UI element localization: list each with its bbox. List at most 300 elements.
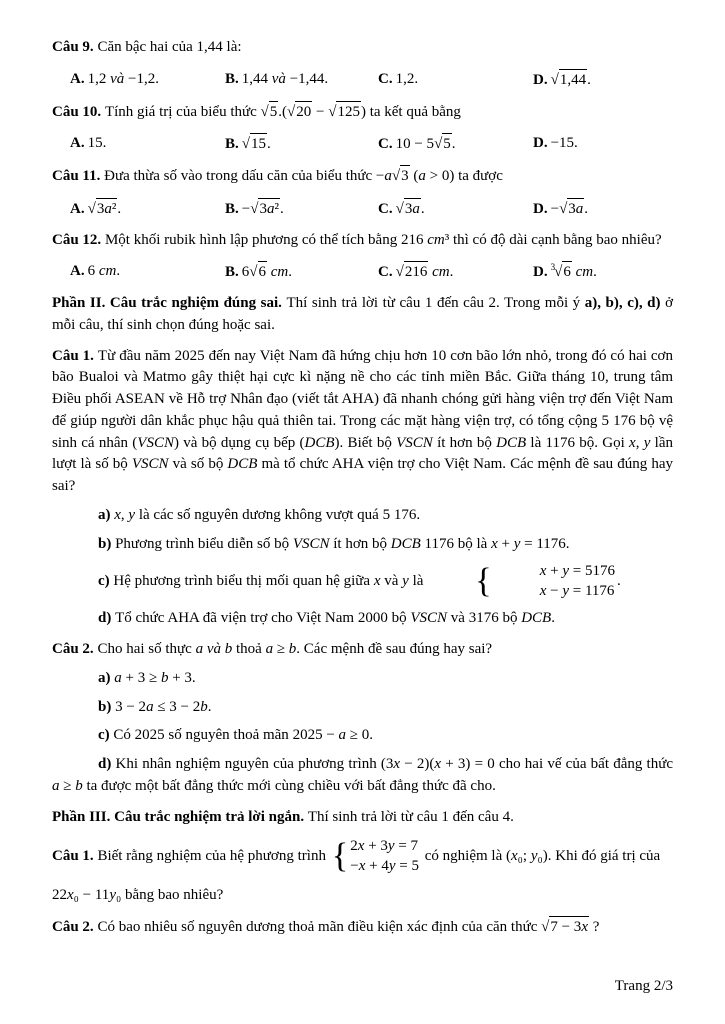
math-variable: y <box>388 857 396 874</box>
math-variable: a <box>418 168 426 184</box>
text: Thí sinh trả lời từ câu 1 đến câu 4. <box>307 808 514 825</box>
radical-sign-icon: √ <box>87 200 96 217</box>
text: mà tổ chức AHA viện trợ cho Việt Nam. Các mệnh đề sau đúng hay sai? <box>52 456 674 494</box>
option-a <box>70 198 225 221</box>
equation-row <box>494 562 615 582</box>
text: . <box>449 264 454 281</box>
text-italic: VSCN <box>292 535 330 552</box>
text: . <box>617 573 621 590</box>
math-expression <box>114 670 192 686</box>
text: . <box>191 669 196 686</box>
text: Khi nhân nghiệm nguyên của phương trình <box>115 756 381 772</box>
math-variable: x <box>434 756 442 772</box>
math-literal: 15 <box>251 136 266 153</box>
q9-stem <box>52 37 673 59</box>
text-bold: c) <box>98 573 114 590</box>
math-variable: b <box>160 669 169 686</box>
text: ta được <box>454 168 503 184</box>
option-label: C. <box>378 264 393 281</box>
text: . <box>420 200 425 217</box>
math-expression <box>576 264 594 280</box>
math-literal: (3 <box>380 756 394 772</box>
text: −1,44. <box>285 70 329 87</box>
text-bold: Câu 10. <box>52 103 105 120</box>
text: . <box>551 610 555 627</box>
radical-sign-icon: √ <box>550 71 559 88</box>
math-expression <box>271 264 289 280</box>
equation-system <box>332 837 419 876</box>
text: Một khối rubik hình lập phương có thể tích bằng 216 <box>104 231 428 248</box>
math-variable: b <box>200 698 208 715</box>
text: . <box>565 535 570 552</box>
p3q1-stem-line2 <box>52 885 673 907</box>
text: . <box>584 200 589 217</box>
math-literal: 6 <box>258 264 266 281</box>
radicand <box>567 198 584 221</box>
radical-sign-icon: √ <box>395 264 404 281</box>
math-variable: x <box>539 582 547 599</box>
radicand <box>258 198 280 221</box>
math-variable: x <box>373 573 381 590</box>
math-variable: a <box>266 200 275 217</box>
text: thì có độ dài cạnh bằng bao nhiêu? <box>449 231 662 248</box>
math-literal: + 3) = 0 <box>441 756 495 772</box>
math-literal: , <box>635 434 644 451</box>
math-literal: 3 <box>259 200 267 217</box>
math-literal: 2 <box>350 838 358 855</box>
text: ). Biết bộ <box>334 434 397 451</box>
radicand <box>250 133 267 156</box>
text: ? <box>588 919 600 935</box>
option-c <box>378 198 533 221</box>
text: bằng bao nhiêu? <box>121 887 224 904</box>
option-label: D. <box>533 264 548 281</box>
equation-row <box>350 857 419 877</box>
option-label: A. <box>70 135 85 152</box>
text: −1,2. <box>124 70 159 87</box>
math-variable: y <box>402 573 409 590</box>
radical-sign-icon: √ <box>328 103 337 120</box>
math-expression <box>52 778 83 794</box>
math-literal: , <box>120 506 129 523</box>
q12-options <box>52 261 673 284</box>
option-d <box>533 261 673 284</box>
cuberoot-expression <box>551 264 572 280</box>
text: 10 − 5 <box>395 136 435 153</box>
math-expression <box>115 699 208 715</box>
math-variable: a <box>575 200 584 217</box>
option-b <box>225 69 378 92</box>
text: Phương trình biểu diễn số bộ <box>115 535 293 552</box>
text-italic: VSCN <box>410 610 448 627</box>
math-literal: + 3 <box>364 838 388 855</box>
text: và <box>380 573 403 590</box>
math-expression <box>381 756 495 772</box>
math-variable: x <box>511 848 518 865</box>
option-b <box>225 261 378 284</box>
math-variable: y <box>513 535 521 552</box>
text: là các số nguyên dương không vượt quá 5 176. <box>135 506 421 523</box>
radical-sign-icon: √ <box>250 200 259 217</box>
math-expression <box>293 727 370 743</box>
math-variable: y <box>109 887 116 904</box>
option-d <box>533 69 673 92</box>
math-expression <box>99 263 117 279</box>
option-label: B. <box>225 264 239 281</box>
text: − <box>550 200 560 217</box>
text-bold: Câu 1. <box>52 347 98 364</box>
text-bold: a), b), c), d) <box>584 295 661 311</box>
text: cho hai vế của bất đẳng thức <box>494 756 673 772</box>
math-literal: ² <box>111 200 117 217</box>
math-variable: a <box>338 727 347 744</box>
text-bold: a) <box>98 669 115 686</box>
text-italic: DCB <box>227 456 258 473</box>
math-expression <box>491 536 566 552</box>
math-literal: = 7 <box>394 838 419 855</box>
sqrt-expression <box>392 168 410 184</box>
text: 6 <box>87 263 99 280</box>
math-expression <box>432 264 450 280</box>
p2q2-d <box>52 754 673 798</box>
p3q2-stem <box>52 916 673 939</box>
math-variable: a <box>195 641 204 657</box>
text-bold: d) <box>98 756 116 772</box>
radical-sign-icon: √ <box>249 264 258 281</box>
text-italic: VSCN <box>137 434 174 451</box>
math-literal: 22 <box>52 887 67 904</box>
option-label: D. <box>533 71 548 88</box>
math-variable: x <box>67 887 74 904</box>
math-expression <box>196 641 233 657</box>
math-variable: x <box>358 857 366 874</box>
math-variable: x <box>393 756 401 772</box>
option-c <box>378 133 533 156</box>
equation-system <box>429 562 615 601</box>
math-expression <box>376 168 392 184</box>
text-bold: Câu 1. <box>52 848 98 865</box>
text: .( <box>278 103 288 120</box>
math-literal: = 5176 <box>569 563 615 580</box>
option-label: B. <box>225 136 239 153</box>
text: Tính giá trị của biểu thức <box>104 103 261 120</box>
option-label: B. <box>225 70 239 87</box>
math-literal: 1,44 <box>559 71 587 88</box>
radical-sign-icon: √ <box>391 168 401 184</box>
math-expression <box>266 641 297 657</box>
p2q2-c <box>52 725 673 747</box>
radicand <box>549 916 589 939</box>
text: Có bao nhiêu số nguyên dương thoả mãn điều kiện xác định của căn thức <box>97 919 542 935</box>
math-literal: 3 <box>404 200 413 217</box>
radical-sign-icon: √ <box>241 136 250 153</box>
math-variable: x <box>357 838 365 855</box>
option-label: C. <box>378 136 393 153</box>
left-brace-icon: { <box>331 837 349 876</box>
text-italic: và <box>110 70 125 87</box>
math-literal: 20 <box>296 103 312 120</box>
math-literal: − <box>375 168 385 184</box>
math-variable: a <box>384 168 392 184</box>
text: −15. <box>550 135 578 152</box>
text: . <box>207 698 212 715</box>
math-literal: ( <box>506 848 511 865</box>
math-literal: + 4 <box>365 857 389 874</box>
math-variable: cm <box>432 264 450 281</box>
text: 1,2 <box>87 70 111 87</box>
text-bold: b) <box>98 535 116 552</box>
option-b <box>225 198 378 221</box>
q10-options <box>52 133 673 156</box>
radicand <box>400 165 410 188</box>
text: . <box>451 136 456 153</box>
sqrt-expression <box>396 201 421 217</box>
radicand <box>404 261 429 284</box>
math-literal: ₀; <box>517 848 531 865</box>
text: ta được một bất đẳng thức mới cùng chiều với bất đẳng thức đã cho. <box>82 777 496 794</box>
text: là <box>408 573 428 590</box>
option-a <box>70 69 225 92</box>
text: . Khi đó giá trị của <box>547 848 661 865</box>
text: thoả <box>232 641 266 657</box>
radical-sign-icon: √ <box>287 103 296 120</box>
text: Đưa thừa số vào trong dấu căn của biểu thức <box>104 168 376 184</box>
equation-rows <box>494 562 615 601</box>
text: Có 2025 số nguyên thoả mãn <box>113 727 293 744</box>
math-expression <box>114 507 135 523</box>
math-variable: y <box>387 838 395 855</box>
document-content <box>52 37 673 939</box>
sqrt-expression <box>250 201 280 217</box>
sqrt-expression <box>328 104 361 120</box>
math-variable: cm <box>98 263 117 280</box>
sqrt-expression <box>242 136 267 152</box>
option-label: C. <box>378 70 393 87</box>
option-c <box>378 261 533 284</box>
p2q2-stem <box>52 639 673 661</box>
math-literal: − 2)( <box>400 756 435 772</box>
radical-sign-icon: √ <box>559 200 568 217</box>
text-bold: Phần III. Câu trắc nghiệm trả lời ngắn. <box>52 808 308 825</box>
option-a <box>70 261 225 284</box>
option-c <box>378 69 533 92</box>
option-label: C. <box>378 200 393 217</box>
p2q2-a <box>52 668 673 690</box>
q9-options <box>52 69 673 92</box>
text: lần lượt là số bộ <box>52 434 673 473</box>
text: . <box>279 200 284 217</box>
text: Căn bậc hai của 1,44 là: <box>97 39 242 55</box>
math-literal: 125 <box>337 103 360 120</box>
radicand <box>562 261 572 284</box>
radicand <box>258 261 268 284</box>
p2q1-d <box>52 608 673 630</box>
radicand <box>96 198 118 221</box>
q11-options <box>52 198 673 221</box>
math-literal: ≥ <box>59 777 76 794</box>
math-literal: ( <box>413 168 419 184</box>
math-variable: b <box>288 641 297 657</box>
text-bold: Câu 2. <box>52 919 98 935</box>
text-italic: DCB <box>521 610 552 627</box>
text-italic: DCB <box>496 434 527 451</box>
text: ít hơn bộ <box>432 434 497 451</box>
math-literal: 3 <box>401 168 409 184</box>
math-literal: − <box>546 582 563 599</box>
root-index: 3 <box>550 262 556 273</box>
text-bold: Câu 2. <box>52 641 98 657</box>
math-expression <box>506 848 548 864</box>
text: ở mỗi câu, thí sinh chọn đúng hoặc sai. <box>52 295 674 333</box>
text: Biết rằng nghiệm của hệ phương trình <box>97 848 330 865</box>
text-bold: Phần II. Câu trắc nghiệm đúng sai. <box>52 295 287 311</box>
radicand <box>404 198 421 221</box>
math-variable: y <box>128 506 136 523</box>
math-variable: x <box>539 563 547 580</box>
text-bold: d) <box>98 610 116 627</box>
text: Thí sinh trả lời từ câu 1 đến câu 2. Trong mỗi ý <box>286 295 585 311</box>
math-variable: x <box>629 434 636 451</box>
part3-header <box>52 807 673 829</box>
radicand <box>559 69 587 92</box>
option-label: D. <box>533 200 548 217</box>
text-italic: và <box>271 70 286 87</box>
option-label: D. <box>533 135 548 152</box>
math-literal: + <box>546 563 563 580</box>
sqrt-expression <box>559 201 584 217</box>
text-bold: Câu 12. <box>52 231 105 248</box>
text: ) và bộ dụng cụ bếp ( <box>173 434 305 451</box>
math-variable: x <box>114 506 121 523</box>
text: 1,44 <box>241 70 272 87</box>
option-a <box>70 133 225 156</box>
text-italic: DCB <box>304 434 335 451</box>
text: Tổ chức AHA đã viện trợ cho Việt Nam 2000 bộ <box>115 610 411 627</box>
q11-stem <box>52 165 673 188</box>
math-variable: cm <box>575 264 594 281</box>
math-variable: y <box>562 563 570 580</box>
p2q1-c <box>52 562 673 601</box>
math-variable: a <box>265 641 274 657</box>
math-literal: + 3 ≥ <box>121 669 161 686</box>
p2q1-stem <box>52 346 673 498</box>
option-d <box>533 198 673 221</box>
text: và số bộ <box>168 456 228 473</box>
math-variable: a <box>412 200 420 217</box>
option-label: A. <box>70 263 85 280</box>
text: . <box>288 264 292 281</box>
p2q1-a <box>52 505 673 527</box>
radical-sign-icon: √ <box>260 103 269 120</box>
math-variable: a <box>114 669 122 686</box>
math-literal: ≥ <box>273 641 289 657</box>
text: ít hơn bộ <box>329 535 391 552</box>
math-literal: 5 <box>269 103 278 120</box>
radicand <box>269 101 279 124</box>
math-expression <box>413 168 454 184</box>
option-b <box>225 133 378 156</box>
page-number: Trang 2/3 <box>614 978 673 995</box>
text: và 3176 bộ <box>447 610 522 627</box>
sqrt-expression <box>261 104 279 120</box>
math-variable: b <box>224 641 233 657</box>
p2q2-b <box>52 697 673 719</box>
math-literal: ₀) <box>537 848 548 865</box>
text: 6 <box>241 264 250 281</box>
equation-rows <box>350 837 419 876</box>
math-literal: ² <box>274 200 279 217</box>
math-literal: ≤ 3 − 2 <box>153 698 201 715</box>
math-variable: x <box>581 919 588 935</box>
radicand <box>295 101 312 124</box>
sqrt-expression <box>249 264 267 280</box>
text-bold: a) <box>98 506 115 523</box>
option-label: B. <box>225 200 239 217</box>
math-variable: a <box>104 200 112 217</box>
p3q1-stem <box>52 837 673 876</box>
math-literal: = 1176 <box>569 582 615 599</box>
sqrt-expression <box>287 104 312 120</box>
text: − <box>312 103 329 120</box>
math-variable: y <box>643 434 651 451</box>
math-literal: 6 <box>563 264 571 281</box>
option-label: A. <box>70 200 85 217</box>
equation-row <box>350 837 419 857</box>
math-variable: y <box>530 848 538 865</box>
math-variable: cm <box>427 231 445 248</box>
part2-header <box>52 293 673 337</box>
sqrt-expression <box>541 919 589 935</box>
text: 15. <box>87 135 107 152</box>
math-literal: − <box>350 857 359 874</box>
option-d <box>533 133 673 156</box>
math-literal: > 0) <box>425 168 455 184</box>
math-variable: y <box>562 582 570 599</box>
radicand <box>336 101 361 124</box>
math-literal: 3 <box>96 200 105 217</box>
text: . <box>117 200 122 217</box>
text: Cho hai số thực <box>97 641 196 657</box>
math-literal: ₀ <box>115 887 122 904</box>
math-literal: ³ <box>444 231 450 248</box>
text: Hệ phương trình biểu thị mối quan hệ giữa <box>113 573 374 590</box>
math-expression <box>427 232 449 248</box>
math-variable: a <box>146 698 154 715</box>
radical-sign-icon: √ <box>434 136 443 153</box>
math-variable: và <box>206 641 221 657</box>
math-literal: 3 − 2 <box>115 698 147 715</box>
math-literal: = 1176 <box>520 535 566 552</box>
math-literal: 3 <box>568 200 576 217</box>
text: có nghiệm là <box>421 848 506 865</box>
math-expression <box>52 887 121 903</box>
sqrt-expression <box>88 201 118 217</box>
text: . <box>116 263 121 280</box>
text: Từ đầu năm 2025 đến nay Việt Nam đã hứng chịu hơn 10 cơn bão lớn nhỏ, trong đó có hai cơn bão Bualoi và Matmo gây thiệt hại cực kì nặng nề cho các tỉnh miền Bắc. Giữa tháng 10, trung tâm Điều phối ASEAN về Hỗ trợ Nhân đạo (viết tắt AHA) đã nhanh chóng gửi hàng viện trợ đến Việt Nam để giúp người dân khắc phục hậu quả thiên tai. Trong các mặt hàng viện trợ, có tổng cộng 5 176 bộ vệ sinh cá nhân ( <box>52 347 673 451</box>
text-italic: VSCN <box>131 456 169 473</box>
radical-sign-icon: √ <box>541 919 550 935</box>
math-literal: ≥ 0 <box>346 727 370 744</box>
math-literal: 2025 − <box>292 727 339 744</box>
text: . <box>587 71 591 88</box>
text: ) ta kết quả bằng <box>360 103 461 120</box>
text-bold: Câu 9. <box>52 39 98 55</box>
text: . <box>267 136 271 153</box>
radical-sign-icon: √ <box>554 264 563 281</box>
text: là 1176 bộ. Gọi <box>526 434 630 451</box>
math-literal: = 5 <box>395 857 420 874</box>
text-italic: DCB <box>390 535 421 552</box>
